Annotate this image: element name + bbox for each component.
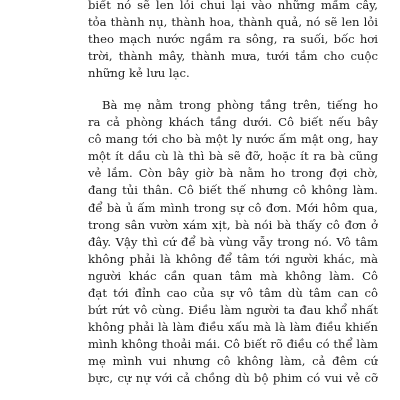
text-line: trời, thành mây, thành mưa, tưới tắm cho cuộc (88, 49, 378, 64)
text-line: bực, cự nự với cả chồng dù bộ phim có vui vẻ cỡ (88, 370, 378, 385)
text-line: biết nó sẽ len lỏi chui lại vào những mầm cây, (88, 0, 378, 12)
text-line: theo mạch nước ngầm ra sông, ra suối, bốc hơi (88, 32, 378, 47)
text-line: vẻ lắm. Còn bây giờ bà nằm ho trong đợi chờ, (88, 166, 378, 181)
text-line: tỏa thành nụ, thành hoa, thành quả, nó sẽ len lỏi (88, 15, 378, 30)
text-line: mẹ mình vui nhưng cô không làm, cả đêm cứ (88, 353, 378, 368)
paragraph-1 (88, 0, 378, 82)
paragraph-2 (88, 97, 378, 387)
text-line: đạt tới đỉnh cao của sự vô tâm dù tâm can cô (88, 285, 378, 300)
text-line: trong sân vườn xám xịt, bà nói bà thấy cô đơn ở (88, 217, 378, 232)
text-line: Bà mẹ nằm trong phòng tầng trên, tiếng ho (102, 98, 378, 113)
text-line: mình không thoải mái. Cô biết rõ điều có thể làm (88, 336, 378, 351)
text-line: một ít dầu cù là thì bà sẽ đỡ, hoặc ít ra bà cũng (88, 149, 378, 164)
body-text (88, 0, 378, 387)
text-line: không phải là không để tâm tới người khác, mà (88, 251, 378, 266)
text-line: những kẻ lưu lạc. (88, 66, 190, 81)
text-line: không phải là làm điều xấu mà là làm điều khiến (88, 319, 378, 334)
text-line: cô mang tới cho bà một ly nước ấm mật ong, hay (88, 132, 378, 147)
text-line: đây. Vậy thì cứ để bà vùng vẫy trong nó. Vô tâm (88, 234, 378, 249)
paragraph-gap (88, 82, 378, 97)
text-line: để bà ủ ấm mình trong sự cô đơn. Mới hôm qua, (88, 200, 378, 215)
text-line: người khác cần quan tâm mà không làm. Cô (88, 268, 378, 283)
text-line: bứt rứt vô cùng. Điều làm người ta đau khổ nhất (88, 302, 378, 317)
text-line: đang tủi thân. Cô biết thế nhưng cô không làm. (88, 183, 378, 198)
text-line: ra cả phòng khách tầng dưới. Cô biết nếu bây (88, 115, 378, 130)
